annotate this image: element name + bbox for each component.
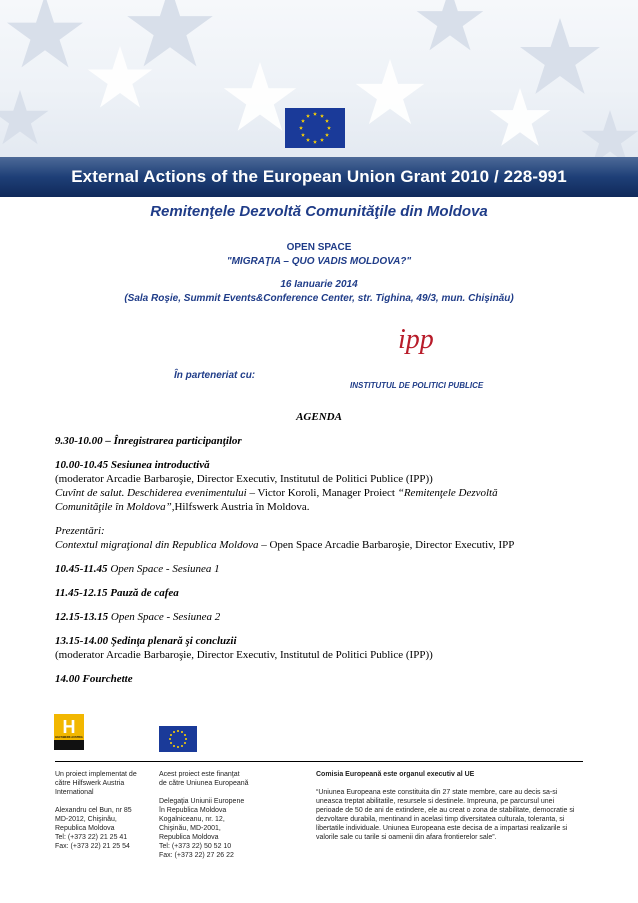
- agenda-item-registration: [55, 434, 595, 448]
- agenda-item-plenary: [55, 634, 595, 662]
- agenda-item-coffee: [55, 586, 595, 600]
- agenda-item-time: 12.15-13.15: [55, 611, 109, 623]
- agenda-item-time: 10.00-10.45 Sesiunea introductivă: [55, 459, 210, 471]
- presentation-speaker: – Open Space Arcadie Barbaroşie, Director Executiv, IPP: [258, 539, 515, 551]
- event-type: OPEN SPACE: [286, 242, 352, 253]
- presentations-label: Prezentări:: [55, 525, 105, 537]
- agenda-item-speaker: – Victor Koroli, Manager Proiect: [246, 487, 398, 499]
- title-bar: [0, 157, 638, 197]
- footer-divider: [55, 761, 583, 762]
- agenda-item-intro: [55, 458, 595, 514]
- footer-eu-title: Comisia Europeană este organul executiv al UE: [316, 771, 475, 778]
- eu-flag-footer: [159, 726, 197, 752]
- agenda-item-text: 11.45-12.15 Pauză de cafea: [55, 587, 179, 599]
- agenda-list: [55, 434, 595, 696]
- svg-text:HILFSWERK AUSTRIA: HILFSWERK AUSTRIA: [55, 736, 83, 739]
- project-subtitle: Remitenţele Dezvoltă Comunităţile din Moldova: [150, 203, 488, 220]
- grant-title: External Actions of the European Union Grant 2010 / 228-991: [71, 167, 567, 186]
- agenda-item-time: 13.15-14.00 Şedinţa plenară şi concluzii: [55, 635, 237, 647]
- agenda-item-moderator: (moderator Arcadie Barbaroşie, Director Executiv, Institutul de Politici Publice (IPP)): [55, 649, 433, 661]
- eu-stars-background: [0, 0, 638, 160]
- agenda-item-time: 10.45-11.45: [55, 563, 108, 575]
- svg-text:ipp: ipp: [398, 324, 434, 355]
- ipp-logo: [394, 318, 444, 362]
- partnership-label: În parteneriat cu:: [174, 370, 256, 381]
- footer-funder: Acest proiect este finanţat de către Uniunea Europeană Delegaţia Uniunii Europene în Republica Moldova Kogalniceanu, nr. 12, Chişinău, MD-2001, Republica Moldova Tel: (+373 22) 50 52 10 Fax: (+373 22) 27 26 22: [159, 771, 249, 859]
- presentation-title: Contextul migraţional din Republica Moldova: [55, 539, 259, 551]
- agenda-item-moderator: (moderator Arcadie Barbaroşie, Director Executiv, Institutul de Politici Publice (IPP)): [55, 473, 433, 485]
- agenda-item-project: “Remitenţele Dezvoltă: [397, 487, 498, 499]
- event-date: 16 Ianuarie 2014: [280, 279, 358, 290]
- agenda-item-text: 14.00 Fourchette: [55, 673, 133, 685]
- agenda-item-text: Open Space - Sesiunea 1: [107, 563, 220, 575]
- agenda-item-text: 9.30-10.00 – Înregistrarea participanţilor: [55, 435, 242, 447]
- eu-flag-header: [285, 108, 345, 148]
- agenda-item-greeting: Cuvînt de salut. Deschiderea evenimentului: [55, 487, 247, 499]
- agenda-item-text: Open Space - Sesiunea 2: [108, 611, 221, 623]
- footer-eu-statement: Comisia Europeană este organul executiv al UE “Uniunea Europeana este constituita din 27 state membre, care au decis sa-si uneasca treptat abilitatile, resursele si destinele. Impreuna, pe parcursul unei perioade de 50 de ani de extindere, ele au creat o zona de stabilitate, democratie si dezvoltare durabila, mentinand in acelasi timp diversitatea culturala, toleranta, si libertatile individuale. Uniunea Europeana este decisa de a impartasi realizarile si valorile sale cu tarile si oamenii din afara frontierelor sale”.: [316, 770, 591, 842]
- agenda-item-session2: [55, 610, 595, 624]
- hilfswerk-logo: H HILFSWERK AUSTRIA: [54, 714, 84, 750]
- agenda-item-org: Hilfswerk Austria în Moldova.: [174, 501, 310, 513]
- header-banner: [0, 0, 638, 160]
- event-name: "MIGRAŢIA – QUO VADIS MOLDOVA?": [226, 256, 412, 267]
- agenda-item-session1: [55, 562, 595, 576]
- agenda-presentations: [55, 524, 595, 552]
- agenda-title: AGENDA: [296, 411, 342, 423]
- footer-implementer: Un proiect implementat de către Hilfswerk Austria International Alexandru cel Bun, nr 85 MD-2012, Chişinău, Republica Moldova Tel: (+373 22) 21 25 41 Fax: (+373 22) 21 25 54: [55, 771, 137, 850]
- agenda-item-project-cont: Comunităţile în Moldova”,: [55, 501, 175, 513]
- agenda-item-fourchette: [55, 672, 595, 686]
- partner-name: INSTITUTUL DE POLITICI PUBLICE: [350, 381, 484, 390]
- event-venue: (Sala Roşie, Summit Events&Conference Center, str. Tighina, 49/3, mun. Chişinău): [124, 293, 514, 304]
